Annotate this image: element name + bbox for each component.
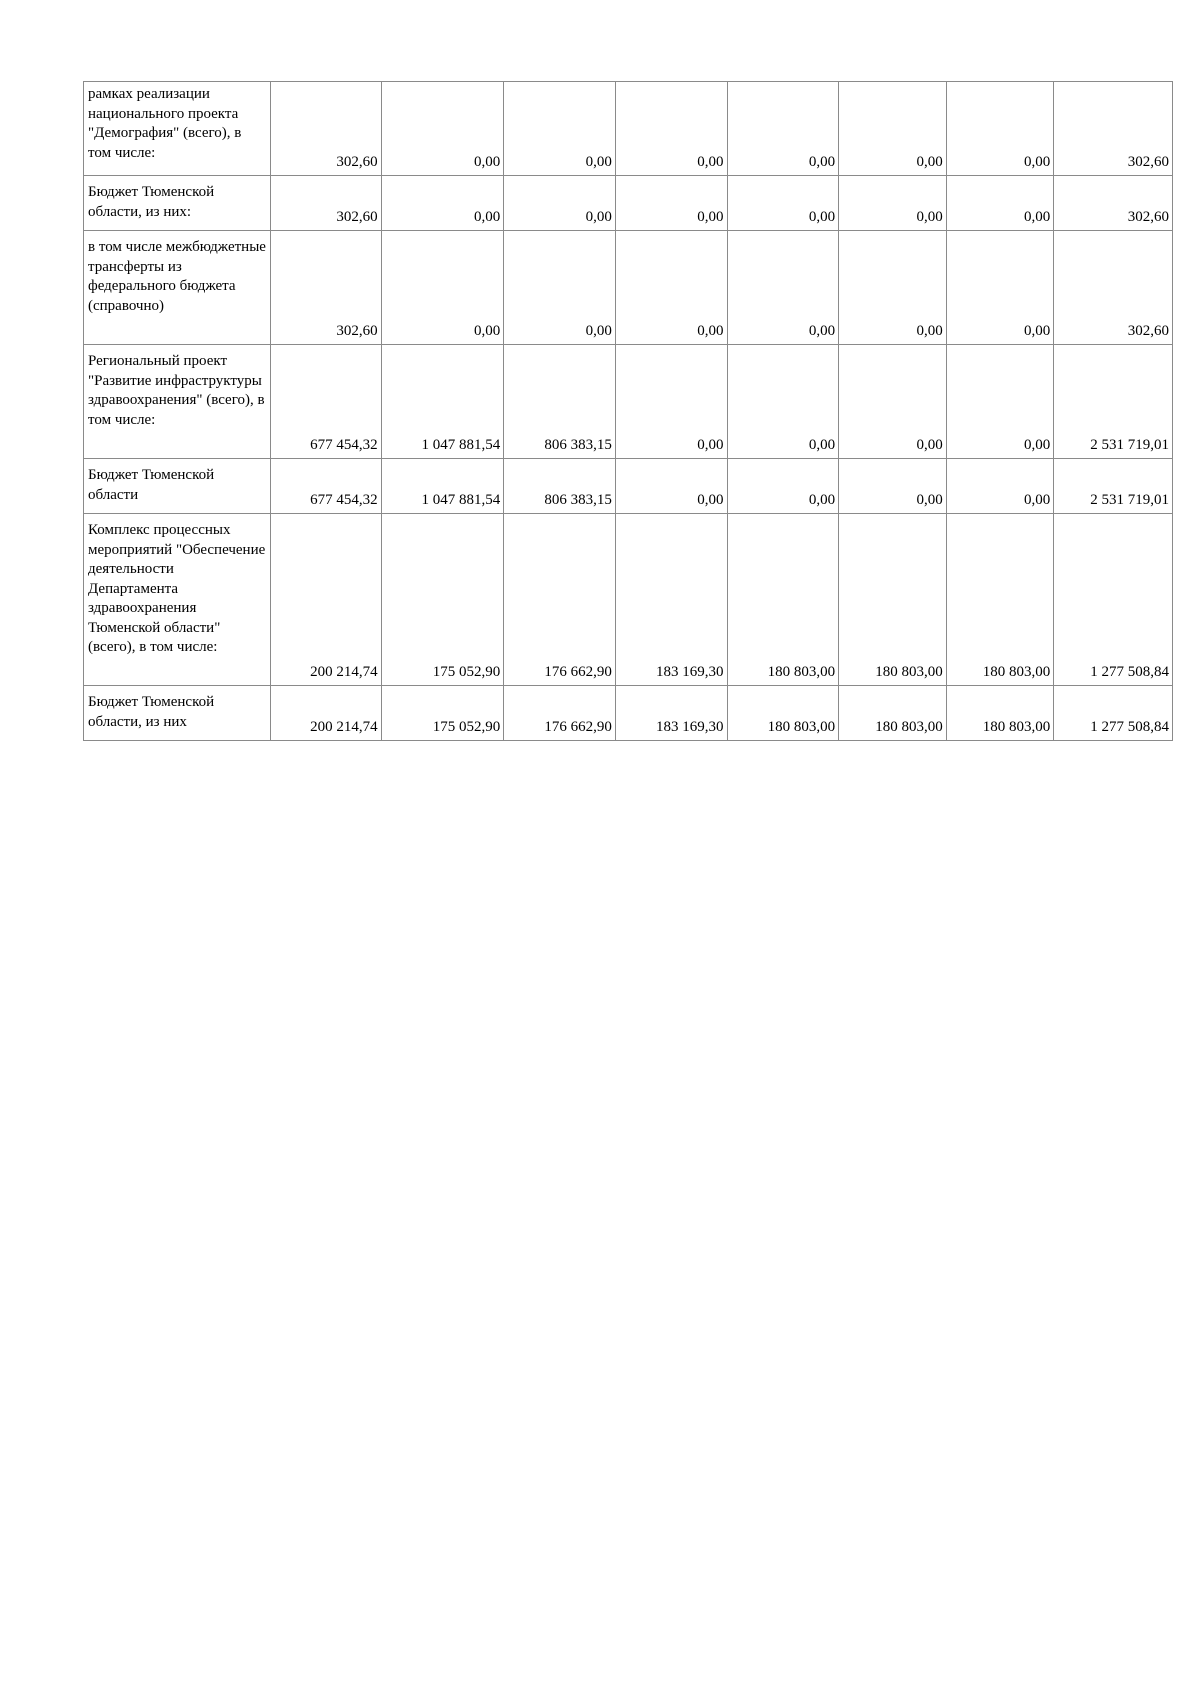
value-cell: 183 169,30 [615, 514, 727, 686]
table-row [84, 686, 1173, 741]
row-label: Бюджет Тюменской области, из них: [88, 184, 215, 220]
value-cell: 0,00 [839, 82, 947, 176]
value-cell: 180 803,00 [946, 686, 1054, 741]
value-cell: 180 803,00 [839, 686, 947, 741]
value-cell: 0,00 [504, 231, 616, 345]
value-cell: 0,00 [381, 176, 504, 231]
value-cell: 183 169,30 [615, 686, 727, 741]
value-cell: 0,00 [615, 345, 727, 459]
row-label: Региональный проект "Развитие инфраструктуры здравоохранения" (всего), в том числе: [88, 353, 265, 428]
row-label-cell [84, 176, 271, 231]
value-cell: 200 214,74 [271, 686, 382, 741]
value-cell: 1 047 881,54 [381, 459, 504, 514]
row-label-cell [84, 686, 271, 741]
total-cell: 2 531 719,01 [1054, 459, 1173, 514]
value-cell: 175 052,90 [381, 686, 504, 741]
value-cell: 677 454,32 [271, 459, 382, 514]
value-cell: 175 052,90 [381, 514, 504, 686]
value-cell: 0,00 [615, 231, 727, 345]
value-cell: 0,00 [839, 345, 947, 459]
value-cell: 0,00 [839, 231, 947, 345]
value-cell: 0,00 [504, 176, 616, 231]
value-cell: 0,00 [615, 459, 727, 514]
value-cell: 0,00 [727, 459, 839, 514]
value-cell: 180 803,00 [946, 514, 1054, 686]
value-cell: 200 214,74 [271, 514, 382, 686]
value-cell: 180 803,00 [727, 514, 839, 686]
value-cell: 806 383,15 [504, 459, 616, 514]
value-cell: 176 662,90 [504, 686, 616, 741]
value-cell: 0,00 [946, 82, 1054, 176]
value-cell: 0,00 [727, 82, 839, 176]
table-row [84, 345, 1173, 459]
value-cell: 0,00 [839, 459, 947, 514]
table-row [84, 514, 1173, 686]
row-label: Бюджет Тюменской области [88, 467, 215, 503]
total-cell: 1 277 508,84 [1054, 686, 1173, 741]
value-cell: 0,00 [615, 82, 727, 176]
budget-table [83, 81, 1173, 741]
value-cell: 677 454,32 [271, 345, 382, 459]
value-cell: 0,00 [946, 176, 1054, 231]
row-label-cell [84, 82, 271, 176]
row-label-cell [84, 345, 271, 459]
table-row [84, 176, 1173, 231]
value-cell: 180 803,00 [727, 686, 839, 741]
row-label: рамках реализации национального проекта "Демография" (всего), в том числе: [88, 86, 242, 161]
row-label: Бюджет Тюменской области, из них [88, 694, 215, 730]
value-cell: 0,00 [946, 231, 1054, 345]
table-row [84, 459, 1173, 514]
total-cell: 2 531 719,01 [1054, 345, 1173, 459]
table-row [84, 231, 1173, 345]
value-cell: 0,00 [727, 176, 839, 231]
row-label-cell [84, 514, 271, 686]
value-cell: 0,00 [504, 82, 616, 176]
value-cell: 0,00 [727, 345, 839, 459]
row-label-cell [84, 231, 271, 345]
value-cell: 302,60 [271, 176, 382, 231]
value-cell: 0,00 [615, 176, 727, 231]
value-cell: 302,60 [271, 82, 382, 176]
value-cell: 1 047 881,54 [381, 345, 504, 459]
total-cell: 1 277 508,84 [1054, 514, 1173, 686]
value-cell: 302,60 [271, 231, 382, 345]
total-cell: 302,60 [1054, 231, 1173, 345]
value-cell: 0,00 [381, 231, 504, 345]
value-cell: 176 662,90 [504, 514, 616, 686]
value-cell: 0,00 [381, 82, 504, 176]
value-cell: 806 383,15 [504, 345, 616, 459]
value-cell: 0,00 [839, 176, 947, 231]
total-cell: 302,60 [1054, 82, 1173, 176]
row-label-cell [84, 459, 271, 514]
value-cell: 0,00 [946, 459, 1054, 514]
value-cell: 0,00 [727, 231, 839, 345]
table-row [84, 82, 1173, 176]
row-label: Комплекс процессных мероприятий "Обеспечение деятельности Департамента здравоохранения Тюменской области" (всего), в том числе: [88, 522, 266, 655]
total-cell: 302,60 [1054, 176, 1173, 231]
row-label: в том числе межбюджетные трансферты из федерального бюджета (справочно) [88, 239, 266, 314]
value-cell: 180 803,00 [839, 514, 947, 686]
value-cell: 0,00 [946, 345, 1054, 459]
